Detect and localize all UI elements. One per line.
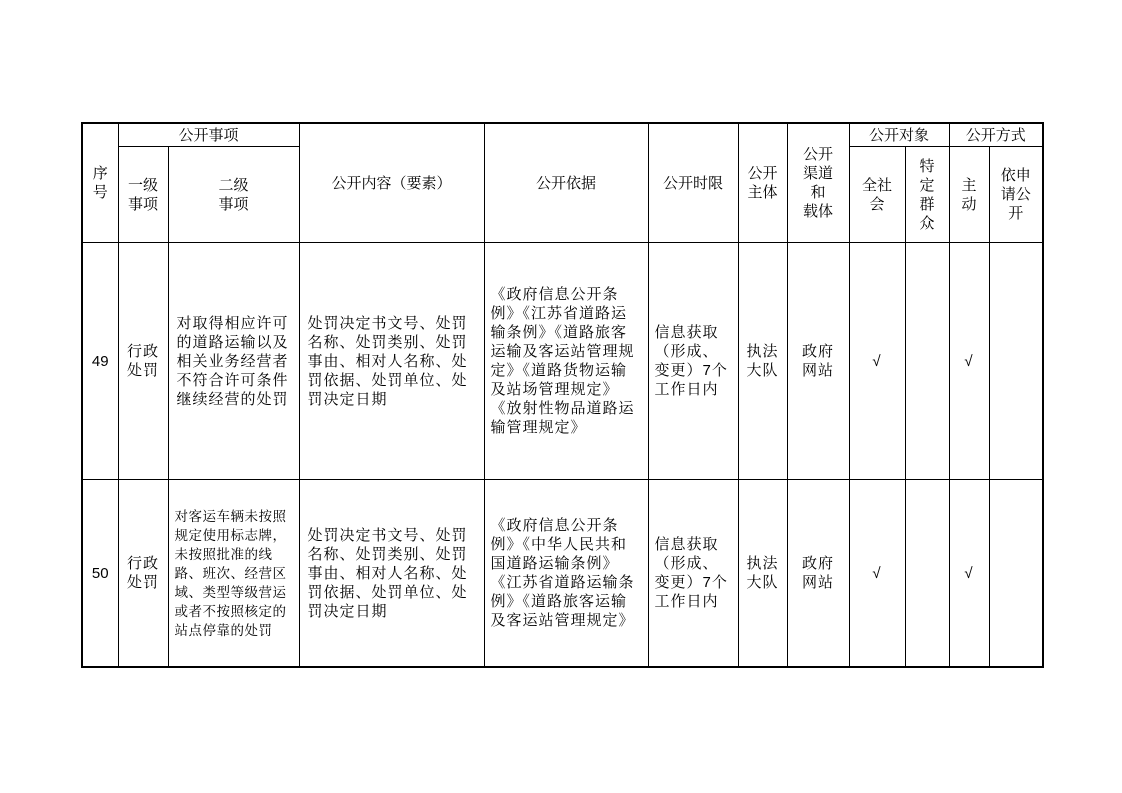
row-target-all: √ xyxy=(849,480,905,668)
header-level1: 一级 事项 xyxy=(118,147,168,243)
header-level2: 二级 事项 xyxy=(168,147,299,243)
row-target-all: √ xyxy=(849,243,905,480)
row-level2: 对客运车辆未按照规定使用标志牌，未按照批准的线路、班次、经营区域、类型等级营运或者不按照核定的站点停靠的处罚 xyxy=(168,480,299,668)
header-time-limit: 公开时限 xyxy=(648,123,738,243)
row-method-request xyxy=(989,480,1043,668)
row-subject: 执法 大队 xyxy=(738,480,787,668)
header-method-active: 主 动 xyxy=(949,147,989,243)
header-method-request: 依申 请公 开 xyxy=(989,147,1043,243)
row-basis: 《政府信息公开条例》《中华人民共和国道路运输条例》《江苏省道路运输条例》《道路旅客运输及客运站管理规定》 xyxy=(484,480,648,668)
row-method-active: √ xyxy=(949,243,989,480)
row-content: 处罚决定书文号、处罚名称、处罚类别、处罚事由、相对人名称、处罚依据、处罚单位、处罚决定日期 xyxy=(299,480,484,668)
header-target: 公开对象 xyxy=(849,123,949,147)
disclosure-table xyxy=(81,122,1044,668)
header-content: 公开内容（要素） xyxy=(299,123,484,243)
header-target-specific: 特 定 群 众 xyxy=(905,147,949,243)
row-time-limit: 信息获取（形成、变更）7个工作日内 xyxy=(648,243,738,480)
table-row xyxy=(82,480,1043,668)
row-method-active: √ xyxy=(949,480,989,668)
row-level1: 行政 处罚 xyxy=(118,480,168,668)
header-method: 公开方式 xyxy=(949,123,1043,147)
header-row-1 xyxy=(82,123,1043,147)
header-basis: 公开依据 xyxy=(484,123,648,243)
header-subject: 公开 主体 xyxy=(738,123,787,243)
row-content: 处罚决定书文号、处罚名称、处罚类别、处罚事由、相对人名称、处罚依据、处罚单位、处罚决定日期 xyxy=(299,243,484,480)
row-method-request xyxy=(989,243,1043,480)
row-channel: 政府 网站 xyxy=(787,480,849,668)
row-target-specific xyxy=(905,243,949,480)
row-subject: 执法 大队 xyxy=(738,243,787,480)
header-channel: 公开 渠道 和 载体 xyxy=(787,123,849,243)
header-seq: 序 号 xyxy=(82,123,118,243)
row-channel: 政府 网站 xyxy=(787,243,849,480)
row-basis: 《政府信息公开条例》《江苏省道路运输条例》《道路旅客运输及客运站管理规定》《道路货物运输及站场管理规定》《放射性物品道路运输管理规定》 xyxy=(484,243,648,480)
row-level1: 行政 处罚 xyxy=(118,243,168,480)
row-target-specific xyxy=(905,480,949,668)
header-target-all: 全社 会 xyxy=(849,147,905,243)
row-number: 50 xyxy=(82,480,118,668)
row-time-limit: 信息获取（形成、变更）7个工作日内 xyxy=(648,480,738,668)
header-public-matter: 公开事项 xyxy=(118,123,299,147)
table-row xyxy=(82,243,1043,480)
row-level2: 对取得相应许可的道路运输以及相关业务经营者不符合许可条件继续经营的处罚 xyxy=(168,243,299,480)
row-number: 49 xyxy=(82,243,118,480)
